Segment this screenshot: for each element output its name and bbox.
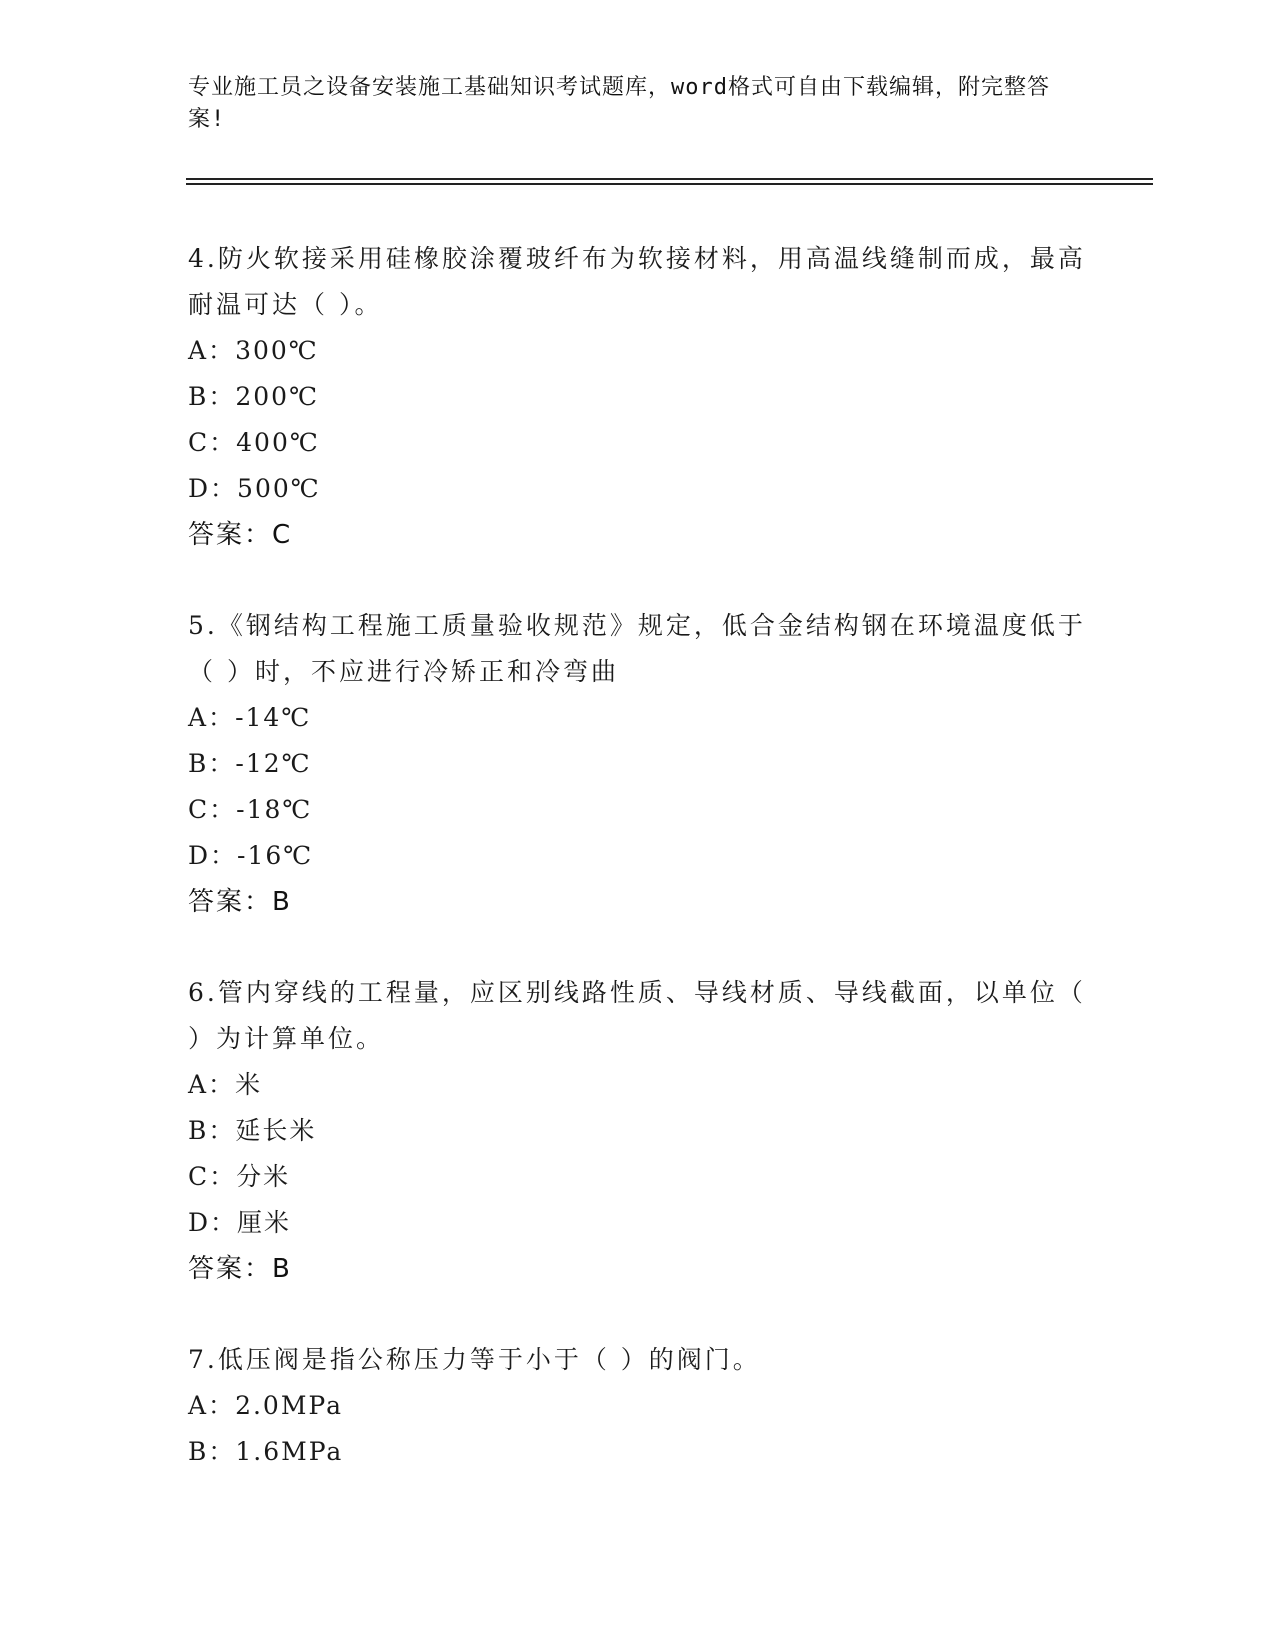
option-c [188,420,1088,466]
option-c [188,1154,1088,1200]
option-a [188,328,1088,374]
option-key: B： [188,1437,236,1466]
option-d [188,466,1088,512]
option-value: 2.0MPa [235,1391,344,1420]
option-value: 厘米 [237,1208,292,1237]
question-4 [188,236,1088,558]
option-value: 300℃ [235,336,319,365]
option-value: 米 [235,1070,263,1099]
option-value: 延长米 [235,1116,317,1145]
option-key: A： [188,1391,236,1420]
header-rule-top [186,178,1153,180]
option-key: D： [188,474,238,503]
question-7 [188,1337,1088,1475]
option-value: 分米 [236,1162,291,1191]
answer-label: 答案： [188,520,273,550]
option-key: A： [188,1070,236,1099]
option-value: -14℃ [235,703,312,732]
question-list [188,236,1088,1520]
option-a [188,695,1088,741]
answer-value: C [272,520,293,550]
option-a [188,1062,1088,1108]
option-b [188,1429,1088,1475]
answer-value: B [272,1254,292,1284]
header-rule-bottom [186,183,1153,185]
option-value: -16℃ [237,841,314,870]
option-key: B： [188,1116,236,1145]
option-key: C： [188,795,237,824]
option-b [188,741,1088,787]
option-key: D： [188,1208,238,1237]
option-key: A： [188,336,236,365]
question-5 [188,603,1088,925]
option-d [188,833,1088,879]
option-c [188,787,1088,833]
option-value: 400℃ [236,428,320,457]
answer-label: 答案： [188,887,273,917]
answer-line [188,879,1088,925]
question-6 [188,970,1088,1292]
answer-label: 答案： [188,1254,273,1284]
option-b [188,1108,1088,1154]
option-key: B： [188,382,236,411]
option-key: C： [188,428,237,457]
option-b [188,374,1088,420]
question-text: 6.管内穿线的工程量，应区别线路性质、导线材质、导线截面，以单位（ ）为计算单位。 [188,978,1086,1053]
option-a [188,1383,1088,1429]
option-key: A： [188,703,236,732]
option-d [188,1200,1088,1246]
answer-value: B [272,887,292,917]
option-value: -18℃ [236,795,313,824]
answer-line [188,1246,1088,1292]
question-text: 4.防火软接采用硅橡胶涂覆玻纤布为软接材料，用高温线缝制而成，最高耐温可达（ ）。 [188,244,1086,319]
answer-line [188,512,1088,558]
option-value: -12℃ [235,749,312,778]
option-value: 1.6MPa [235,1437,344,1466]
option-value: 200℃ [235,382,320,411]
option-key: C： [188,1162,237,1191]
option-key: D： [188,841,238,870]
option-value: 500℃ [237,474,321,503]
document-title: 专业施工员之设备安装施工基础知识考试题库，word格式可自由下载编辑，附完整答案! [188,75,1050,132]
question-text: 7.低压阀是指公称压力等于小于（ ）的阀门。 [188,1345,761,1374]
document-header [188,72,1068,136]
question-text: 5.《钢结构工程施工质量验收规范》规定，低合金结构钢在环境温度低于（ ）时，不应进行冷矫正和冷弯曲 [188,611,1086,686]
option-key: B： [188,749,236,778]
